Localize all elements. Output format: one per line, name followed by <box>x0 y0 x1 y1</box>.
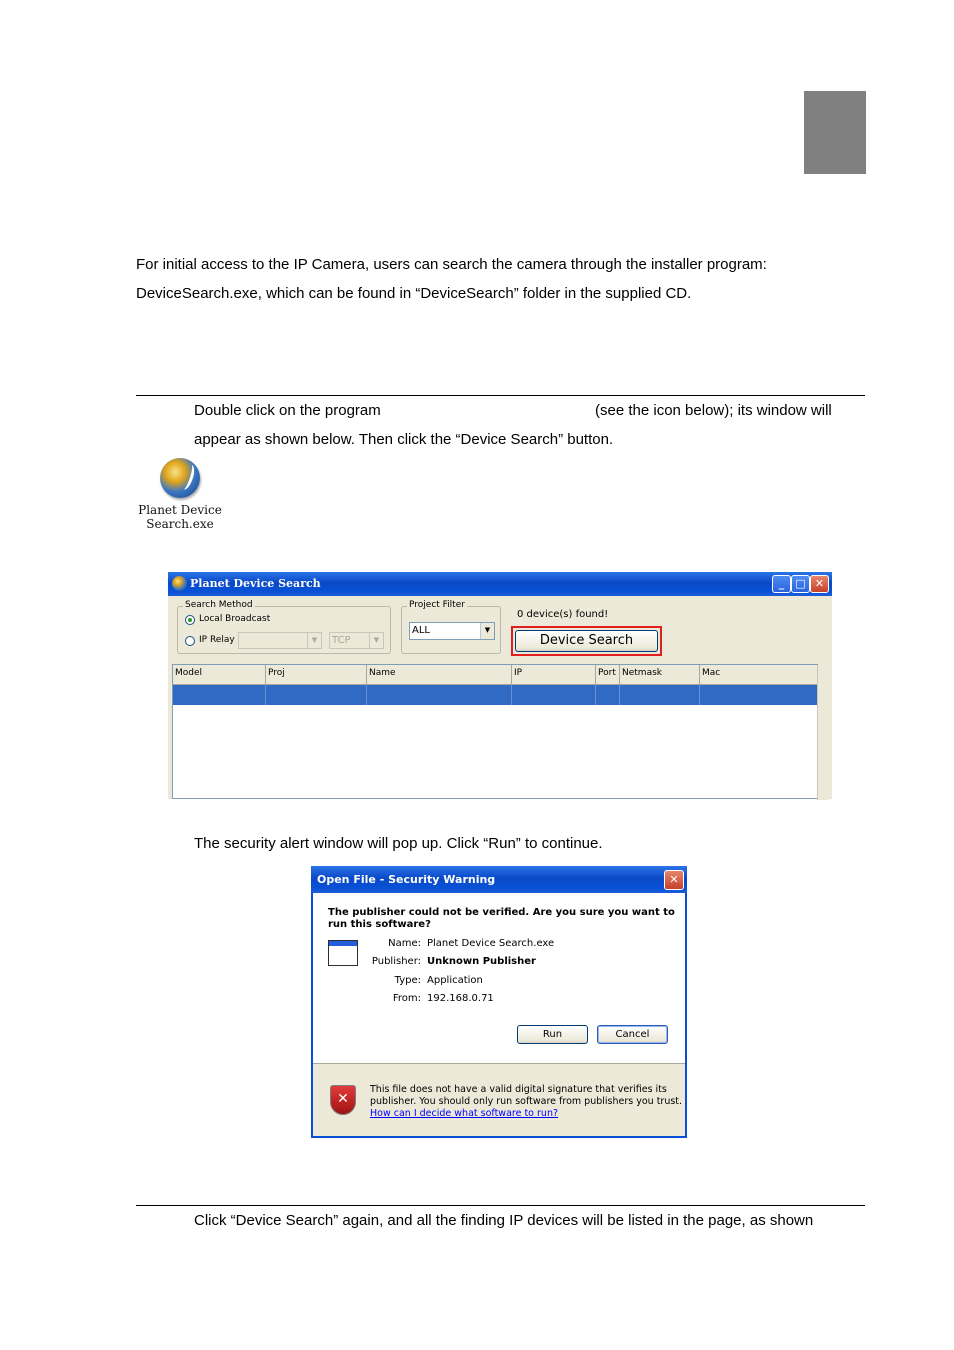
project-filter-select[interactable] <box>409 622 495 640</box>
found-status: 0 device(s) found! <box>517 609 609 620</box>
search-method-label: Search Method <box>185 600 253 610</box>
from-value: 192.168.0.71 <box>427 993 494 1004</box>
close-button[interactable]: ✕ <box>810 575 829 593</box>
publisher-value: Unknown Publisher <box>427 956 536 967</box>
window-title: Planet Device Search <box>190 577 321 590</box>
name-key: Name: <box>388 938 421 949</box>
intro-line-1: For initial access to the IP Camera, users can search the camera through the installer program: <box>136 256 767 273</box>
warning-line-2: publisher. You should only run software from publishers you trust. <box>370 1096 683 1107</box>
grid-scrollbar[interactable] <box>817 665 829 800</box>
section-divider <box>136 395 865 396</box>
section-divider <box>136 1205 865 1206</box>
local-broadcast-label: Local Broadcast <box>199 614 271 624</box>
warning-line-1: This file does not have a valid digital signature that verifies its <box>370 1084 667 1095</box>
local-broadcast-radio[interactable] <box>185 615 195 625</box>
cancel-button[interactable]: Cancel <box>597 1025 668 1044</box>
dialog-close-button[interactable]: ✕ <box>664 870 684 890</box>
type-key: Type: <box>394 975 421 986</box>
table-row[interactable] <box>173 685 817 705</box>
question-line-2: run this software? <box>328 919 431 930</box>
chevron-down-icon: ▼ <box>307 633 321 648</box>
device-search-button[interactable]: Device Search <box>515 630 658 652</box>
name-value: Planet Device Search.exe <box>427 938 555 949</box>
run-button[interactable]: Run <box>517 1025 588 1044</box>
type-value: Application <box>427 975 483 986</box>
desktop-shortcut[interactable] <box>130 458 230 531</box>
chevron-down-icon: ▼ <box>480 623 494 639</box>
app-globe-icon <box>172 576 187 591</box>
from-key: From: <box>392 993 421 1004</box>
ip-relay-label: IP Relay <box>199 635 235 645</box>
table-cell <box>173 685 266 705</box>
step1-text-a: Double click on the program <box>194 402 381 419</box>
ip-relay-select[interactable] <box>238 632 322 649</box>
column-mac[interactable]: Mac <box>702 668 721 678</box>
application-icon <box>328 940 358 966</box>
step1-text-b: (see the icon below); its window will <box>595 402 832 419</box>
chevron-down-icon: ▼ <box>369 633 383 648</box>
table-cell <box>266 685 367 705</box>
minimize-button[interactable]: _ <box>772 575 791 593</box>
column-proj[interactable]: Proj <box>266 665 367 685</box>
project-filter-value: ALL <box>412 625 430 636</box>
planet-globe-icon <box>160 458 200 498</box>
step2-text: The security alert window will pop up. Click “Run” to continue. <box>194 835 603 852</box>
table-cell <box>367 685 512 705</box>
desktop-shortcut-label-line2: Search.exe <box>146 517 214 531</box>
dialog-titlebar <box>311 866 687 893</box>
question-line-1: The publisher could not be verified. Are you sure you want to <box>328 907 675 918</box>
step3-text: Click “Device Search” again, and all the finding IP devices will be listed in the page, as shown <box>194 1212 814 1229</box>
column-model[interactable]: Model <box>173 665 266 685</box>
device-search-window <box>168 572 832 799</box>
column-name[interactable]: Name <box>367 665 512 685</box>
publisher-key: Publisher: <box>371 956 421 967</box>
table-cell <box>596 685 620 705</box>
column-netmask[interactable]: Netmask <box>620 665 700 685</box>
step1-line-2: appear as shown below. Then click the “Device Search” button. <box>194 431 614 448</box>
protocol-value: TCP <box>332 635 351 646</box>
table-cell <box>620 685 700 705</box>
column-port[interactable]: Port <box>596 665 620 685</box>
intro-line-2: DeviceSearch.exe, which can be found in “DeviceSearch” folder in the supplied CD. <box>136 285 692 302</box>
table-cell <box>512 685 596 705</box>
shield-warning-icon: ✕ <box>330 1085 356 1115</box>
window-titlebar <box>168 572 832 596</box>
column-ip[interactable]: IP <box>512 665 596 685</box>
desktop-shortcut-label <box>130 503 230 531</box>
protocol-select[interactable] <box>329 632 384 649</box>
chapter-tab <box>804 91 866 174</box>
maximize-button[interactable]: □ <box>791 575 810 593</box>
results-grid[interactable] <box>172 664 818 799</box>
desktop-shortcut-label-line1: Planet Device <box>138 503 222 517</box>
project-filter-label: Project Filter <box>409 600 465 610</box>
help-link[interactable]: How can I decide what software to run? <box>370 1108 559 1119</box>
dialog-divider <box>313 1063 685 1064</box>
dialog-title: Open File - Security Warning <box>317 873 496 886</box>
grid-header <box>173 665 817 685</box>
security-warning-dialog <box>311 866 687 1138</box>
ip-relay-radio[interactable] <box>185 636 195 646</box>
